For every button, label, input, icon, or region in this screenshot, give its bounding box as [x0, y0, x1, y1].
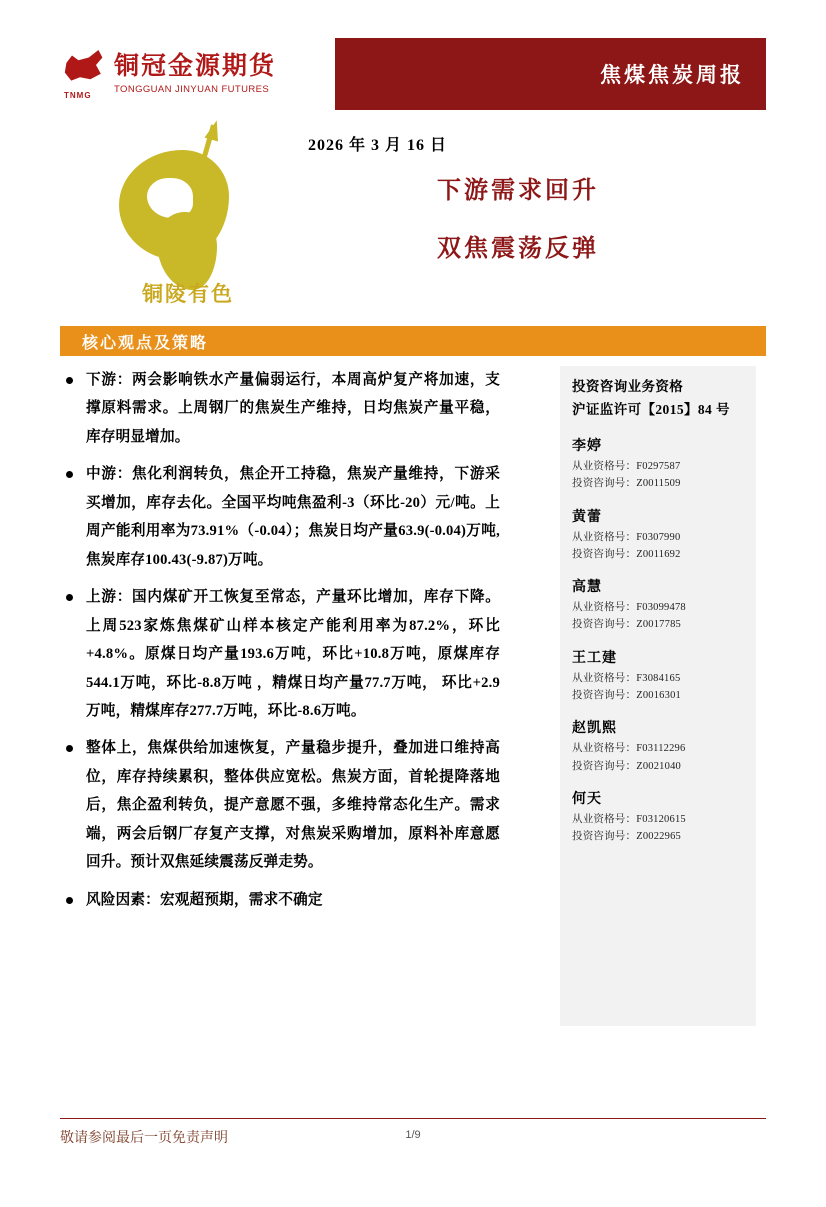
analyst-practice-no: [572, 599, 746, 616]
report-series-title: 焦煤焦炭周报: [600, 63, 744, 87]
tongling-emblem-icon: [95, 120, 275, 320]
qualification-title: [572, 376, 746, 422]
analyst-consult-label: 投资咨询号：: [572, 548, 637, 560]
analyst-entry: [572, 717, 746, 775]
analyst-consult-label: 投资咨询号：: [572, 690, 637, 702]
bull-logo-icon: [64, 48, 106, 100]
analyst-consult-value: Z0021040: [636, 760, 681, 772]
analyst-practice-label: 从业资格号：: [572, 602, 637, 614]
section-bar-label: 核心观点及策略: [82, 334, 209, 352]
analyst-practice-label: 从业资格号：: [572, 672, 637, 684]
header-band: [335, 38, 766, 110]
analyst-consult-value: Z0016301: [636, 690, 681, 702]
analyst-name: 黄蕾: [572, 509, 602, 525]
analyst-practice-no: [572, 458, 746, 475]
report-title-line1: 下游需求回升: [437, 178, 599, 204]
analyst-entry: [572, 435, 746, 493]
report-page: [0, 38, 826, 1207]
analyst-practice-no: [572, 529, 746, 546]
report-date: 2026 年 3 月 16 日: [308, 137, 448, 154]
logo-company-en: TONGGUAN JINYUAN FUTURES: [114, 84, 270, 96]
analyst-consult-no: [572, 475, 746, 492]
list-item: 风险因素：宏观超预期，需求不确定: [60, 886, 500, 914]
analyst-practice-label: 从业资格号：: [572, 814, 637, 825]
analyst-practice-value: F3084165: [636, 672, 681, 684]
title-zone: [60, 110, 766, 320]
analyst-practice-label: 从业资格号：: [572, 460, 637, 472]
analyst-name: 高慧: [572, 580, 602, 596]
analyst-entry: [572, 788, 746, 846]
sidebar-analyst-panel: [560, 366, 756, 1026]
analyst-practice-value: F0307990: [636, 531, 681, 543]
company-logo: [60, 38, 335, 110]
logo-abbr: TNMG: [64, 91, 92, 100]
analyst-name: 李婷: [572, 438, 602, 454]
analyst-consult-value: Z0017785: [636, 619, 681, 631]
analyst-practice-label: 从业资格号：: [572, 531, 637, 543]
footer-disclaimer: 敬请参阅最后一页免责声明: [60, 1131, 228, 1146]
body-content: [60, 366, 766, 1026]
analyst-practice-value: F03120615: [636, 814, 686, 825]
analyst-consult-label: 投资咨询号：: [572, 619, 637, 631]
analyst-consult-label: 投资咨询号：: [572, 760, 637, 772]
page-footer: [60, 1118, 766, 1151]
analyst-name: 何天: [572, 792, 602, 807]
analyst-practice-value: F0297587: [636, 460, 681, 472]
analyst-consult-label: 投资咨询号：: [572, 831, 637, 843]
list-item: 下游：两会影响铁水产量偏弱运行，本周高炉复产将加速，支撑原料需求。上周钢厂的焦炭生产维持，日均焦炭产量平稳，库存明显增加。: [60, 366, 500, 451]
report-title-line2: 双焦震荡反弹: [437, 236, 599, 262]
analyst-consult-no: [572, 758, 746, 775]
analyst-practice-value: F03112296: [636, 743, 686, 755]
logo-company-cn: 铜冠金源期货: [114, 52, 277, 80]
main-column: [60, 366, 510, 923]
analyst-practice-label: 从业资格号：: [572, 743, 637, 755]
analyst-practice-no: [572, 670, 746, 687]
analyst-name: 王工建: [572, 650, 617, 666]
emblem-caption: 铜陵有色: [142, 282, 234, 306]
list-item: 上游：国内煤矿开工恢复至常态，产量环比增加，库存下降。上周523家炼焦煤矿山样本核定产能利用率为87.2%，环比+4.8%。原煤日均产量193.6万吨，环比+10.8万吨，原煤库存544.1万吨，环比-8.8万吨 ，精煤日均产量77.7万吨， 环比+2.9万吨，精煤库存277.7万吨，环比-8.6万吨。: [60, 583, 500, 725]
analyst-name: 赵凯熙: [572, 721, 617, 737]
analyst-practice-no: [572, 811, 746, 828]
analyst-practice-value: F03099478: [636, 602, 686, 614]
analyst-consult-no: [572, 546, 746, 563]
analyst-entry: [572, 506, 746, 564]
list-item: 中游：焦化利润转负，焦企开工持稳，焦炭产量维持，下游采买增加，库存去化。全国平均吨焦盈利-3（环比-20）元/吨。上周产能利用率为73.91%（-0.04）；焦炭日均产量63.9(-0.04)万吨,焦炭库存100.43(-9.87)万吨。: [60, 460, 500, 574]
analyst-consult-value: Z0011509: [636, 478, 681, 490]
analyst-entry: [572, 576, 746, 634]
qualification-title-line1: 投资咨询业务资格: [572, 379, 684, 394]
footer-page-number: 1/9: [405, 1129, 421, 1141]
analyst-consult-value: Z0022965: [636, 831, 681, 843]
analyst-consult-no: [572, 828, 746, 845]
analyst-entry: [572, 647, 746, 705]
analyst-practice-no: [572, 740, 746, 757]
core-view-list: [60, 366, 500, 914]
section-bar-core-view: [60, 326, 766, 356]
logo-text: [114, 53, 276, 96]
qualification-title-line2: 沪证监许可【2015】84 号: [572, 401, 730, 417]
analyst-consult-no: [572, 687, 746, 704]
list-item: 整体上，焦煤供给加速恢复，产量稳步提升，叠加进口维持高位，库存持续累积，整体供应宽松。焦炭方面，首轮提降落地后，焦企盈利转负，提产意愿不强，多维持常态化生产。需求端，两会后钢厂存复产支撑，对焦炭采购增加，原料补库意愿回升。预计双焦延续震荡反弹走势。: [60, 734, 500, 876]
page-header: [60, 38, 766, 110]
analyst-consult-value: Z0011692: [636, 548, 681, 560]
analyst-consult-no: [572, 616, 746, 633]
analyst-consult-label: 投资咨询号：: [572, 478, 637, 490]
